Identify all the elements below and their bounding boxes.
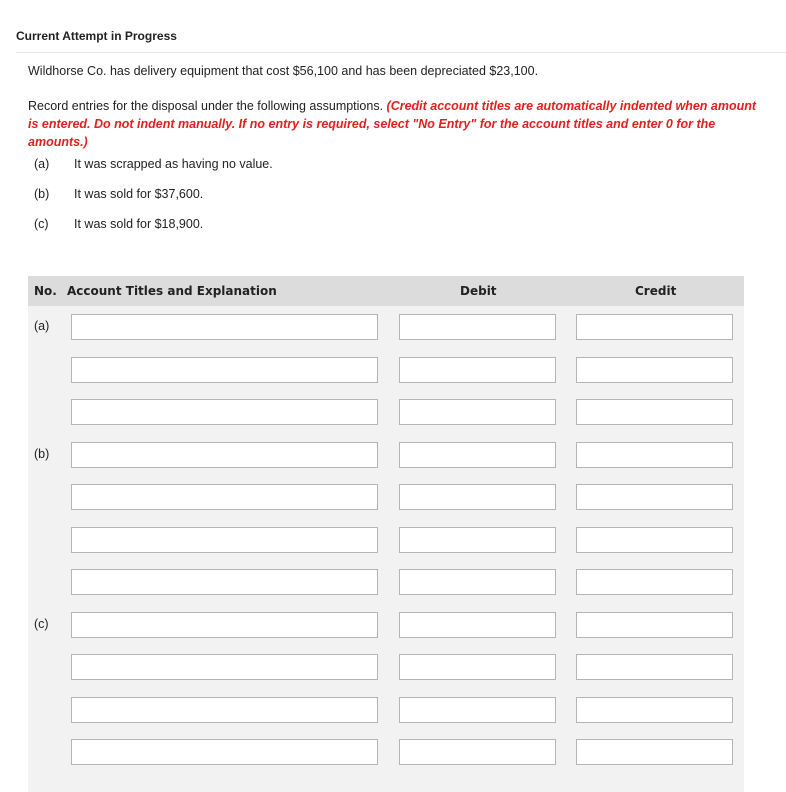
table-row [28,442,744,468]
column-header-no: No. [34,284,57,298]
header-divider [16,52,786,53]
attempt-status-title: Current Attempt in Progress [16,29,177,43]
scenario-label: (c) [34,217,49,231]
entry-label: (b) [34,447,50,461]
debit-input[interactable] [399,697,556,723]
table-row [28,314,744,340]
account-title-input[interactable] [71,569,378,595]
table-row [28,739,744,765]
table-row [28,399,744,425]
debit-input[interactable] [399,739,556,765]
table-row [28,527,744,553]
debit-input[interactable] [399,612,556,638]
table-row [28,569,744,595]
credit-input[interactable] [576,484,733,510]
account-title-input[interactable] [71,357,378,383]
credit-input[interactable] [576,357,733,383]
credit-input[interactable] [576,527,733,553]
credit-input[interactable] [576,697,733,723]
account-title-input[interactable] [71,442,378,468]
credit-input[interactable] [576,442,733,468]
account-title-input[interactable] [71,314,378,340]
column-header-credit: Credit [635,284,677,298]
scenario-text: It was sold for $37,600. [74,187,204,201]
instructions-lead: Record entries for the disposal under the following assumptions. [28,99,387,113]
credit-input[interactable] [576,569,733,595]
scenario-text: It was scrapped as having no value. [74,157,273,171]
debit-input[interactable] [399,527,556,553]
account-title-input[interactable] [71,654,378,680]
entry-label: (c) [34,617,49,631]
table-row [28,697,744,723]
debit-input[interactable] [399,442,556,468]
scenario-text: It was sold for $18,900. [74,217,204,231]
table-row [28,654,744,680]
table-row [28,484,744,510]
debit-input[interactable] [399,357,556,383]
debit-input[interactable] [399,569,556,595]
account-title-input[interactable] [71,697,378,723]
credit-input[interactable] [576,314,733,340]
account-title-input[interactable] [71,527,378,553]
scenario-label: (a) [34,157,50,171]
account-title-input[interactable] [71,612,378,638]
table-header [28,276,744,306]
table-row [28,612,744,638]
credit-input[interactable] [576,654,733,680]
account-title-input[interactable] [71,399,378,425]
entry-label: (a) [34,319,50,333]
account-title-input[interactable] [71,484,378,510]
credit-input[interactable] [576,399,733,425]
credit-input[interactable] [576,739,733,765]
instructions-warning: (Credit account titles are automatically indented when amount is entered. Do not indent manually. If no entry is required, select "No Entry" for the account titles and enter 0 for the amounts.) [28,99,757,149]
problem-statement: Wildhorse Co. has delivery equipment that cost $56,100 and has been depreciated $23,100. [28,64,539,78]
account-title-input[interactable] [71,739,378,765]
column-header-debit: Debit [460,284,497,298]
column-header-account: Account Titles and Explanation [67,284,277,298]
debit-input[interactable] [399,399,556,425]
instructions [28,97,763,151]
debit-input[interactable] [399,654,556,680]
table-row [28,357,744,383]
debit-input[interactable] [399,484,556,510]
scenario-label: (b) [34,187,50,201]
credit-input[interactable] [576,612,733,638]
debit-input[interactable] [399,314,556,340]
journal-entry-table [28,276,744,792]
